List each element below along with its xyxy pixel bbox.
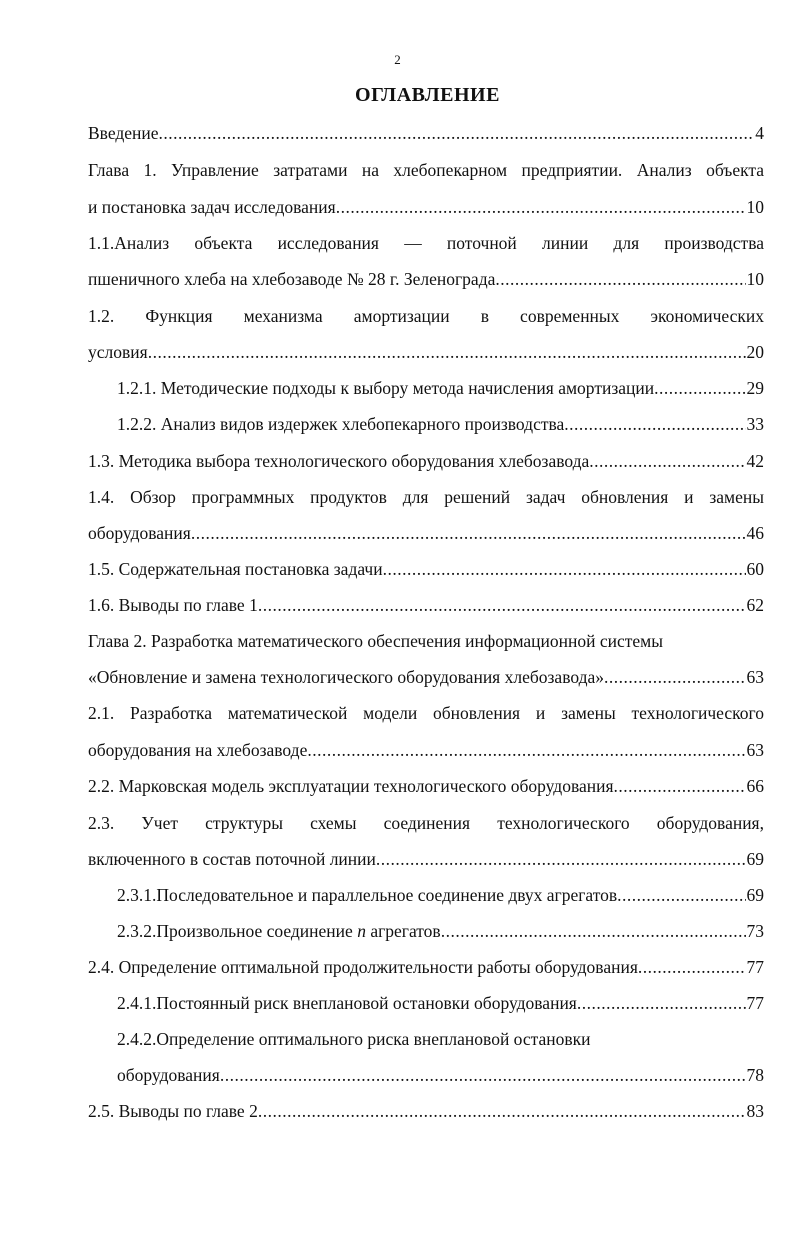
dot-leader	[604, 664, 745, 690]
dot-leader	[441, 918, 746, 944]
toc-entry-title: 2.5. Выводы по главе 2	[88, 1101, 258, 1121]
toc-entry-1-2-2[interactable]	[117, 411, 764, 437]
toc-entry-2-2[interactable]	[88, 773, 764, 799]
dot-leader	[654, 375, 745, 401]
toc-page-number: 69	[746, 849, 764, 869]
dot-leader	[577, 990, 746, 1016]
toc-entry-1-4-line2[interactable]	[88, 520, 764, 546]
toc-entry-title: условия	[88, 342, 148, 362]
toc-entry-title: включенного в состав поточной линии	[88, 849, 376, 869]
toc-entry-1-4-line1[interactable]: 1.4. Обзор программных продуктов для решений задач обновления и замены	[88, 487, 764, 507]
dot-leader	[159, 120, 755, 146]
toc-entry-title: 1.6. Выводы по главе 1	[88, 595, 258, 615]
toc-entry-title: 2.4. Определение оптимальной продолжительности работы оборудования	[88, 957, 638, 977]
toc-page-number: 29	[746, 378, 764, 398]
toc-page-number: 62	[746, 595, 764, 615]
toc-entry-2-3-1[interactable]	[117, 882, 764, 908]
toc-entry-2-3-2[interactable]	[117, 918, 764, 944]
toc-page-number: 4	[755, 123, 764, 143]
toc-entry-title: 1.5. Содержательная постановка задачи	[88, 559, 383, 579]
dot-leader	[495, 266, 745, 292]
toc-entry-title: оборудования	[88, 523, 191, 543]
toc-entry-1-6[interactable]	[88, 592, 764, 618]
toc-entry-1-1-line2[interactable]	[88, 266, 764, 292]
toc-entry-2-1-line1[interactable]: 2.1. Разработка математической модели обновления и замены технологического	[88, 703, 764, 723]
toc-entry-title: Введение	[88, 123, 159, 143]
toc-entry-title: 2.2. Марковская модель эксплуатации технологического оборудования	[88, 776, 614, 796]
toc-page-number: 46	[746, 523, 764, 543]
toc-entry-2-4-2-line1[interactable]: 2.4.2.Определение оптимального риска внеплановой остановки	[117, 1029, 591, 1049]
dot-leader	[383, 556, 746, 582]
toc-entry-1-2-1[interactable]	[117, 375, 764, 401]
toc-page-number: 69	[746, 885, 764, 905]
toc-entry-title	[117, 918, 441, 944]
toc-entry-2-4-2-line2[interactable]	[117, 1062, 764, 1088]
page-title: ОГЛАВЛЕНИЕ	[355, 84, 500, 106]
toc-entry-2-3-line1[interactable]: 2.3. Учет структуры схемы соединения технологического оборудования,	[88, 813, 764, 833]
dot-leader	[148, 339, 746, 365]
dot-leader	[638, 954, 746, 980]
toc-entry-title: и постановка задач исследования	[88, 197, 336, 217]
toc-entry-title: оборудования на хлебозаводе	[88, 740, 308, 760]
toc-entry-chapter2-line2[interactable]	[88, 664, 764, 690]
toc-entry-1-3[interactable]	[88, 448, 764, 474]
toc-page-number: 77	[746, 957, 764, 977]
toc-entry-2-5[interactable]	[88, 1098, 764, 1124]
toc-entry-title-part: агрегатов	[370, 921, 441, 941]
dot-leader	[376, 846, 746, 872]
toc-entry-1-2-line1[interactable]: 1.2. Функция механизма амортизации в современных экономических	[88, 306, 764, 326]
toc-page-number: 66	[746, 776, 764, 796]
toc-page-number: 78	[746, 1065, 764, 1085]
toc-page-number: 60	[746, 559, 764, 579]
toc-entry-chapter1-line1[interactable]: Глава 1. Управление затратами на хлебопекарном предприятии. Анализ объекта	[88, 160, 764, 180]
dot-leader	[258, 1098, 746, 1124]
toc-entry-title: 1.2.2. Анализ видов издержек хлебопекарного производства	[117, 414, 565, 434]
dot-leader	[307, 737, 745, 763]
toc-entry-2-4[interactable]	[88, 954, 764, 980]
page-number: 2	[394, 52, 401, 67]
toc-entry-title-part: 2.3.2.Произвольное соединение	[117, 921, 353, 941]
toc-entry-1-5[interactable]	[88, 556, 764, 582]
toc-entry-chapter2-line1[interactable]: Глава 2. Разработка математического обеспечения информационной системы	[88, 631, 664, 651]
variable-n: n	[357, 921, 366, 941]
toc-page-number: 83	[746, 1101, 764, 1121]
toc-entry-title: 2.4.1.Постоянный риск внеплановой остановки оборудования	[117, 993, 577, 1013]
dot-leader	[617, 882, 745, 908]
toc-entry-2-4-1[interactable]	[117, 990, 764, 1016]
dot-leader	[191, 520, 746, 546]
dot-leader	[258, 592, 746, 618]
toc-entry-2-3-line2[interactable]	[88, 846, 764, 872]
toc-entry-title: 1.2.1. Методические подходы к выбору метода начисления амортизации	[117, 378, 655, 398]
toc-entry-title: оборудования	[117, 1065, 220, 1085]
toc-entry-1-2-line2[interactable]	[88, 339, 764, 365]
dot-leader	[589, 448, 745, 474]
dot-leader	[564, 411, 745, 437]
toc-entry-1-1-line1[interactable]: 1.1.Анализ объекта исследования — поточной линии для производства	[88, 233, 764, 253]
toc-page-number: 20	[746, 342, 764, 362]
toc-page-number: 10	[746, 197, 764, 217]
toc-entry-intro[interactable]	[88, 120, 764, 146]
toc-entry-title: 1.3. Методика выбора технологического оборудования хлебозавода	[88, 451, 590, 471]
toc-page-number: 63	[746, 667, 764, 687]
toc-entry-title: 2.3.1.Последовательное и параллельное соединение двух агрегатов	[117, 885, 618, 905]
dot-leader	[614, 773, 746, 799]
toc-page-number: 42	[746, 451, 764, 471]
toc-entry-title: «Обновление и замена технологического оборудования хлебозавода»	[88, 667, 605, 687]
toc-page-number: 63	[746, 740, 764, 760]
toc-entry-title: пшеничного хлеба на хлебозаводе № 28 г. Зеленограда	[88, 269, 496, 289]
toc-page-number: 33	[746, 414, 764, 434]
dot-leader	[220, 1062, 746, 1088]
toc-page-number: 77	[746, 993, 764, 1013]
dot-leader	[336, 194, 746, 220]
toc-entry-chapter1-line2[interactable]	[88, 194, 764, 220]
toc-entry-2-1-line2[interactable]	[88, 737, 764, 763]
toc-page-number: 73	[746, 921, 764, 941]
toc-page-number: 10	[746, 269, 764, 289]
